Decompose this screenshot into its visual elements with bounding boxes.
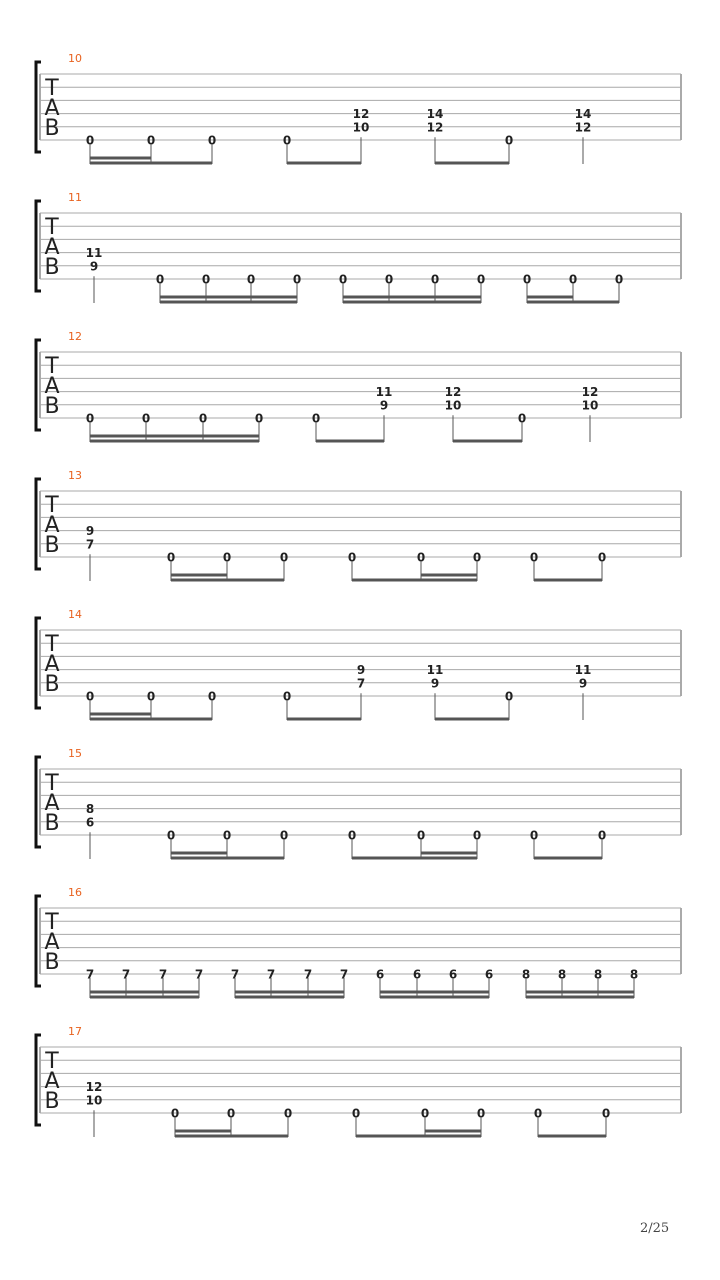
fret-number: 8 — [629, 967, 639, 982]
tab-clef-letter: A — [44, 374, 60, 399]
measure-number: 11 — [68, 191, 82, 204]
fret-number: 10 — [444, 398, 462, 413]
fret-number: 14 — [574, 107, 592, 122]
fret-number: 7 — [121, 967, 131, 982]
fret-number: 12 — [85, 1080, 103, 1095]
fret-number: 9 — [379, 398, 389, 413]
tab-clef-letter: T — [45, 771, 59, 796]
fret-number: 0 — [85, 689, 95, 704]
fret-number: 11 — [375, 385, 393, 400]
fret-number: 0 — [198, 411, 208, 426]
fret-number: 0 — [416, 828, 426, 843]
fret-number: 0 — [311, 411, 321, 426]
fret-number: 0 — [601, 1106, 611, 1121]
fret-number: 6 — [85, 815, 95, 830]
fret-number: 0 — [597, 828, 607, 843]
fret-number: 0 — [347, 828, 357, 843]
fret-number: 0 — [347, 550, 357, 565]
fret-number: 12 — [444, 385, 462, 400]
fret-number: 0 — [85, 133, 95, 148]
fret-number: 0 — [146, 133, 156, 148]
fret-number: 11 — [85, 246, 103, 261]
fret-number: 0 — [146, 689, 156, 704]
fret-number: 7 — [356, 676, 366, 691]
tab-clef-letter: B — [44, 1089, 60, 1114]
fret-number: 6 — [484, 967, 494, 982]
tab-system — [36, 52, 681, 164]
fret-number: 0 — [207, 689, 217, 704]
fret-number: 0 — [279, 550, 289, 565]
fret-number: 7 — [158, 967, 168, 982]
fret-number: 0 — [155, 272, 165, 287]
fret-number: 8 — [85, 802, 95, 817]
fret-number: 0 — [472, 550, 482, 565]
fret-number: 0 — [504, 133, 514, 148]
fret-number: 0 — [141, 411, 151, 426]
fret-number: 10 — [581, 398, 599, 413]
fret-number: 12 — [352, 107, 370, 122]
measure-number: 15 — [68, 747, 82, 760]
fret-number: 0 — [529, 550, 539, 565]
fret-number: 0 — [614, 272, 624, 287]
fret-number: 0 — [226, 1106, 236, 1121]
fret-number: 10 — [352, 120, 370, 135]
fret-number: 0 — [282, 689, 292, 704]
fret-number: 0 — [207, 133, 217, 148]
fret-number: 7 — [85, 967, 95, 982]
fret-number: 7 — [339, 967, 349, 982]
tab-system — [36, 608, 681, 720]
fret-number: 0 — [254, 411, 264, 426]
fret-number: 0 — [517, 411, 527, 426]
page-number: 2/25 — [640, 1221, 670, 1236]
fret-number: 0 — [166, 828, 176, 843]
tab-clef-letter: T — [45, 1049, 59, 1074]
fret-number: 0 — [166, 550, 176, 565]
fret-number: 11 — [426, 663, 444, 678]
fret-number: 0 — [522, 272, 532, 287]
tab-clef-letter: T — [45, 215, 59, 240]
measure-number: 13 — [68, 469, 82, 482]
fret-number: 0 — [476, 272, 486, 287]
fret-number: 9 — [430, 676, 440, 691]
fret-number: 9 — [356, 663, 366, 678]
fret-number: 0 — [85, 411, 95, 426]
fret-number: 12 — [581, 385, 599, 400]
fret-number: 0 — [504, 689, 514, 704]
fret-number: 7 — [230, 967, 240, 982]
fret-number: 8 — [521, 967, 531, 982]
fret-number: 0 — [351, 1106, 361, 1121]
fret-number: 14 — [426, 107, 444, 122]
fret-number: 0 — [222, 550, 232, 565]
fret-number: 7 — [266, 967, 276, 982]
tab-clef-letter: B — [44, 811, 60, 836]
fret-number: 8 — [557, 967, 567, 982]
tab-system — [36, 1025, 681, 1137]
measure-number: 17 — [68, 1025, 82, 1038]
tab-clef-letter: T — [45, 910, 59, 935]
tab-system — [36, 747, 681, 859]
fret-number: 0 — [282, 133, 292, 148]
fret-number: 7 — [85, 537, 95, 552]
tab-clef-letter: T — [45, 354, 59, 379]
tab-clef-letter: T — [45, 493, 59, 518]
fret-number: 0 — [430, 272, 440, 287]
fret-number: 8 — [593, 967, 603, 982]
measure-number: 10 — [68, 52, 82, 65]
fret-number: 6 — [375, 967, 385, 982]
tab-clef-letter: B — [44, 950, 60, 975]
fret-number: 9 — [578, 676, 588, 691]
fret-number: 0 — [338, 272, 348, 287]
fret-number: 0 — [529, 828, 539, 843]
tab-system — [36, 191, 681, 303]
fret-number: 0 — [420, 1106, 430, 1121]
fret-number: 0 — [292, 272, 302, 287]
tab-clef-letter: A — [44, 513, 60, 538]
measure-number: 16 — [68, 886, 82, 899]
tab-clef-letter: T — [45, 76, 59, 101]
tab-clef-letter: B — [44, 116, 60, 141]
tab-clef-letter: A — [44, 235, 60, 260]
fret-number: 10 — [85, 1093, 103, 1108]
fret-number: 0 — [222, 828, 232, 843]
fret-number: 9 — [89, 259, 99, 274]
measure-number: 12 — [68, 330, 82, 343]
tab-clef-letter: A — [44, 1069, 60, 1094]
fret-number: 0 — [568, 272, 578, 287]
fret-number: 7 — [303, 967, 313, 982]
tab-clef-letter: A — [44, 791, 60, 816]
fret-number: 11 — [574, 663, 592, 678]
fret-number: 0 — [533, 1106, 543, 1121]
fret-number: 0 — [246, 272, 256, 287]
fret-number: 0 — [283, 1106, 293, 1121]
tab-system — [36, 886, 681, 998]
tab-clef-letter: T — [45, 632, 59, 657]
tab-clef-letter: A — [44, 652, 60, 677]
tab-clef-letter: A — [44, 96, 60, 121]
fret-number: 9 — [85, 524, 95, 539]
fret-number: 7 — [194, 967, 204, 982]
fret-number: 0 — [279, 828, 289, 843]
fret-number: 0 — [472, 828, 482, 843]
fret-number: 0 — [416, 550, 426, 565]
fret-number: 12 — [574, 120, 592, 135]
measure-number: 14 — [68, 608, 82, 621]
fret-number: 0 — [476, 1106, 486, 1121]
tab-clef-letter: A — [44, 930, 60, 955]
fret-number: 12 — [426, 120, 444, 135]
tab-system — [36, 469, 681, 581]
tab-clef-letter: B — [44, 672, 60, 697]
fret-number: 0 — [597, 550, 607, 565]
fret-number: 0 — [201, 272, 211, 287]
tab-clef-letter: B — [44, 255, 60, 280]
tab-clef-letter: B — [44, 394, 60, 419]
tab-system — [36, 330, 681, 442]
fret-number: 0 — [170, 1106, 180, 1121]
tab-clef-letter: B — [44, 533, 60, 558]
fret-number: 0 — [384, 272, 394, 287]
fret-number: 6 — [412, 967, 422, 982]
fret-number: 6 — [448, 967, 458, 982]
